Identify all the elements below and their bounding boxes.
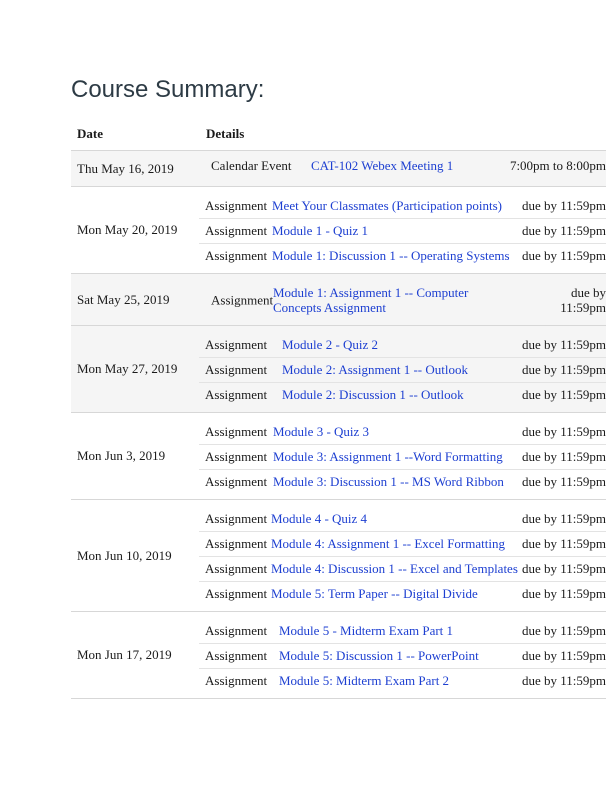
item-type: Assignment [205,336,268,352]
event-time: 7:00pm to 8:00pm [509,157,606,173]
group-date: Thu May 16, 2019 [77,160,174,176]
assignment-row [199,243,606,268]
group-date: Mon May 27, 2019 [77,361,178,376]
assignment-row [199,469,606,494]
due-time: due by 11:59pm [521,248,606,263]
date-group [71,326,606,413]
assignment-link[interactable]: Module 4 - Quiz 4 [271,510,368,526]
due-time: due by 11:59pm [521,510,606,526]
item-type: Assignment [205,536,268,551]
due-time: due by 11:59pm [521,561,606,576]
assignment-row [199,444,606,469]
item-type: Assignment [205,423,268,439]
assignment-link[interactable]: Module 2: Discussion 1 -- Outlook [282,387,464,402]
column-header-details: Details [206,126,245,141]
assignment-link[interactable]: Module 1 - Quiz 1 [272,223,369,238]
date-group [71,151,606,187]
event-type: Calendar Event [211,157,292,173]
due-time: due by 11:59pm [521,622,606,638]
item-type: Assignment [205,673,268,688]
item-type: Assignment [205,586,268,601]
event-row [205,153,606,178]
item-type: Assignment [205,387,268,402]
assignment-row [199,556,606,581]
due-time: due by 11:59pm [521,197,606,213]
due-time: due by 11:59pm [521,449,606,464]
assignment-link[interactable]: Module 2 - Quiz 2 [282,336,379,352]
item-type: Assignment [205,223,268,238]
assignment-link[interactable]: Meet Your Classmates (Participation points) [272,197,503,213]
item-type: Assignment [205,248,268,263]
assignment-link[interactable]: Module 2: Assignment 1 -- Outlook [282,362,468,377]
due-time: due by 11:59pm [521,474,606,489]
date-group [71,187,606,274]
assignment-row [199,357,606,382]
assignment-link[interactable]: Module 1: Assignment 1 -- Computer Concepts Assignment [273,285,469,315]
item-type: Assignment [205,622,268,638]
group-date: Mon Jun 3, 2019 [77,448,166,463]
column-header-date: Date [77,126,103,141]
assignment-row [199,531,606,556]
assignment-row [199,382,606,407]
assignment-link[interactable]: Module 1: Discussion 1 -- Operating Systems [272,248,510,263]
item-type: Assignment [205,449,268,464]
assignment-link[interactable]: Module 5: Discussion 1 -- PowerPoint [279,648,479,663]
item-type: Assignment [205,510,268,526]
event-link[interactable]: CAT-102 Webex Meeting 1 [311,157,454,173]
assignment-link[interactable]: Module 5 - Midterm Exam Part 1 [279,622,454,638]
due-time: due by 11:59pm [521,586,606,601]
due-time: due by 11:59pm [560,285,606,315]
date-group [71,413,606,500]
due-time: due by 11:59pm [521,223,606,238]
assignment-row [199,332,606,357]
group-date: Mon Jun 17, 2019 [77,647,172,662]
item-type: Assignment [205,648,268,663]
due-time: due by 11:59pm [521,387,606,402]
page-title: Course Summary: [71,76,265,103]
assignment-row [199,643,606,668]
assignment-row [199,668,606,693]
date-group [71,274,606,326]
item-type: Assignment [211,292,274,308]
assignment-row [199,419,606,444]
assignment-link[interactable]: Module 5: Term Paper -- Digital Divide [271,586,478,601]
assignment-link[interactable]: Module 5: Midterm Exam Part 2 [279,673,450,688]
assignment-row [199,506,606,531]
group-date: Sat May 25, 2019 [77,291,170,307]
assignment-link[interactable]: Module 4: Discussion 1 -- Excel and Templates [271,561,518,576]
due-time: due by 11:59pm [521,648,606,663]
assignment-row [205,277,606,323]
item-type: Assignment [205,362,268,377]
course-summary-table [71,151,606,699]
assignment-link[interactable]: Module 4: Assignment 1 -- Excel Formatting [271,536,505,551]
item-type: Assignment [205,474,268,489]
assignment-row [199,193,606,218]
date-group [71,612,606,699]
assignment-link[interactable]: Module 3: Assignment 1 --Word Formatting [273,449,503,464]
assignment-row [199,218,606,243]
due-time: due by 11:59pm [521,336,606,352]
due-time: due by 11:59pm [521,536,606,551]
item-type: Assignment [205,561,268,576]
assignment-row [199,581,606,606]
assignment-link[interactable]: Module 3: Discussion 1 -- MS Word Ribbon [273,474,504,489]
date-group [71,500,606,612]
due-time: due by 11:59pm [521,673,606,688]
due-time: due by 11:59pm [521,423,606,439]
group-date: Mon Jun 10, 2019 [77,547,172,563]
due-time: due by 11:59pm [521,362,606,377]
item-type: Assignment [205,197,268,213]
group-date: Mon May 20, 2019 [77,222,178,237]
assignment-row [199,618,606,643]
assignment-link[interactable]: Module 3 - Quiz 3 [273,423,370,439]
